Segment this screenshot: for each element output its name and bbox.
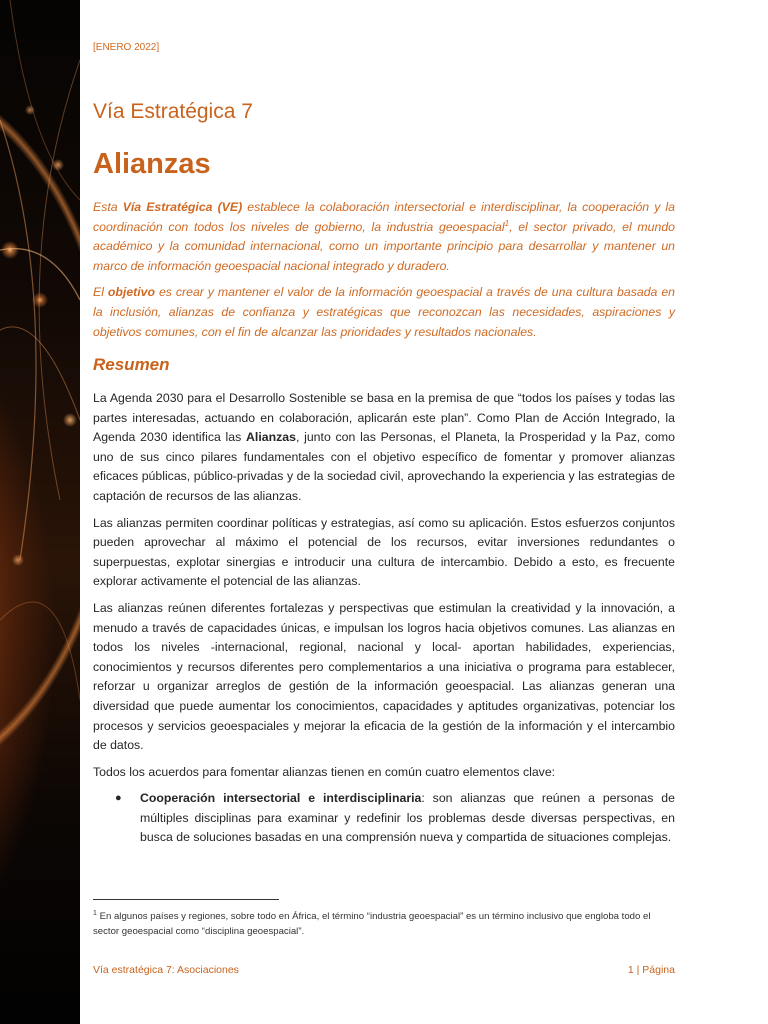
summary-body — [93, 389, 675, 848]
section-heading-resumen: Resumen — [93, 355, 170, 374]
document-title: Alianzas — [93, 148, 211, 180]
summary-paragraph-2: Las alianzas permiten coordinar políticas y estrategias, así como su aplicación. Estos esfuerzos conjuntos pueden aprovechar al máximo el potencial de los recursos, evitar inversiones redundantes o superpuestas, explotar sinergias e introducir una cultura de intercambio. Debido a esto, es frecuente explorar activamente el potencial de las alianzas. — [93, 515, 675, 589]
bullet-term: Cooperación intersectorial e interdisciplinaria — [140, 791, 422, 806]
footer-page-number: 1 | Página — [627, 964, 675, 976]
list-item — [93, 789, 675, 848]
footnote-ref-1[interactable]: 1 — [504, 218, 510, 228]
summary-paragraph-3: Las alianzas reúnen diferentes fortalezas y perspectivas que estimulan la creatividad y la innovación, a menudo a través de capacidades únicas, e impulsan los logros hacia objetivos comunes. Las alianzas en todos los niveles -internacional, regional, nacional y local- aportan habilidades, experiencias, conocimientos y recursos diferentes pero complementarios a una iniciativa o programa para establecer, reforzar u organizar arreglos de gestión de la información geoespacial. Las alianzas generan una diversidad que puede aumentar los conocimientos, capacidades y aptitudes organizativas, potenciar los procesos y servicios geoespaciales y mejorar la eficacia de la gestión de la información y el intercambio de datos. — [93, 600, 675, 753]
bullet-text: : son alianzas que reúnen a personas de múltiples disciplinas para examinar y redefinir los problemas desde diversas perspectivas, en busca de soluciones basadas en una comprensión nueva y compartida de situaciones complejas. — [140, 791, 675, 845]
document-subtitle: Vía Estratégica 7 — [93, 100, 253, 123]
intro-term-ve: Vía Estratégica (VE) — [122, 200, 243, 214]
intro-paragraph-1: Esta Vía Estratégica (VE) establece la colaboración intersectorial e interdisciplinar, la cooperación y la coordinación con todos los niveles de gobierno, la industria geoespacial$^1$, el sector privado, el mundo académico y la comunidad internacional, como un importante principio para desarrollar y mantener un marco de información geoespacial nacional integrado y duradero. — [93, 200, 676, 273]
intro-term-objetivo: objetivo — [107, 285, 156, 300]
footnote — [93, 906, 675, 939]
footer-section-title: Vía estratégica 7: Asociaciones — [93, 964, 239, 976]
footnote-number: 1 — [93, 910, 97, 917]
summary-paragraph-4: Todos los acuerdos para fomentar alianzas tienen en común cuatro elementos clave: — [93, 764, 556, 779]
intro-paragraph-2: El objetivo es crear y mantener el valor de la información geoespacial a través de una cultura basada en la inclusión, alianzas de confianza y estratégicas que reconozcan las necesidades, aspiraciones y objetivos comunes, con el fin de alcanzar las prioridades y resultados nacionales. — [93, 285, 675, 339]
summary-term-alianzas: Alianzas — [246, 430, 296, 445]
footnote-text: En algunos países y regiones, sobre todo en África, el término “industria geoespacial” es un término inclusivo que engloba todo el sector geoespacial como “disciplina geoespacial”. — [93, 911, 651, 938]
intro-block — [93, 198, 675, 349]
key-elements-list — [93, 789, 675, 848]
globe-network-graphic — [0, 0, 80, 1024]
footnote-divider — [93, 899, 279, 900]
bullet-marker: ● — [115, 792, 122, 805]
header-date: [ENERO 2022] — [93, 42, 160, 53]
decorative-side-band — [0, 0, 80, 1024]
summary-paragraph-1: La Agenda 2030 para el Desarrollo Sostenible se basa en la premisa de que “todos los países y todas las partes interesadas, actuando en colaboración, aplicarán este plan”. Como Plan de Acción Integrado, la Agenda 2030 identifica las Alianzas, junto con las Personas, el Planeta, la Prosperidad y la Paz, como uno de sus cinco pilares fundamentales con el objetivo específico de fomentar y promover alianzas eficaces públicas, público-privadas y de la sociedad civil, aprovechando la experiencia y las estrategias de captación de recursos de las alianzas. — [93, 391, 675, 503]
